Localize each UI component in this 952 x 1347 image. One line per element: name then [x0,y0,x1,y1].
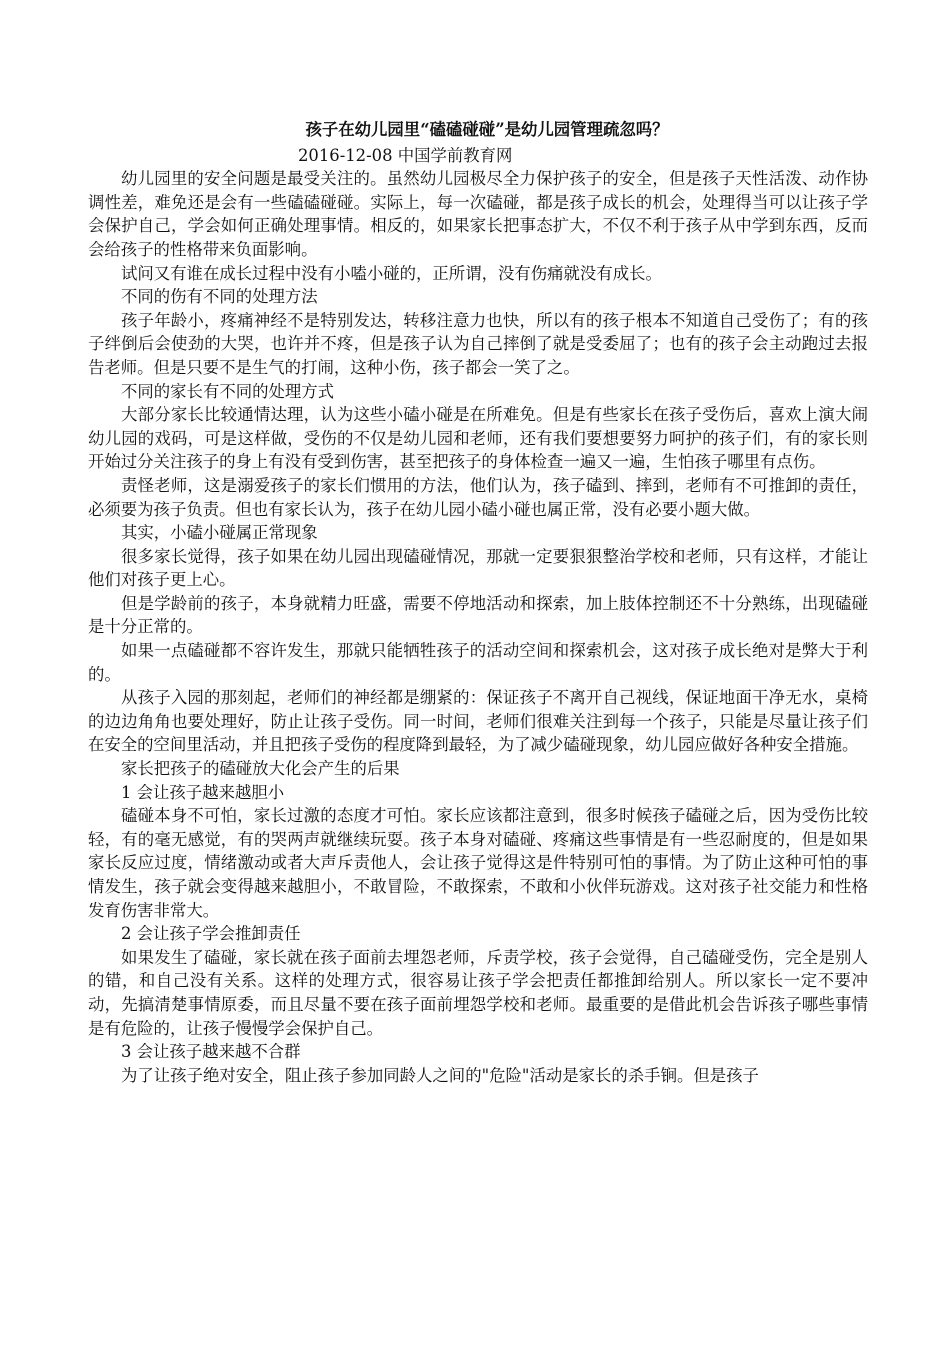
paragraph: 为了让孩子绝对安全，阻止孩子参加同龄人之间的"危险"活动是家长的杀手锏。但是孩子 [121,1065,759,1085]
paragraph: 磕碰本身不可怕，家长过激的态度才可怕。家长应该都注意到，很多时候孩子磕碰之后，因为受伤比较轻，有的毫无感觉，有的哭两声就继续玩耍。孩子本身对磕碰、疼痛这些事情是有一些忍耐度的，但是如果家长反应过度，情绪激动或者大声斥责他人，会让孩子觉得这是件特别可怕的事情。为了防止这种可怕的事情发生，孩子就会变得越来越胆小，不敢冒险，不敢探索，不敢和小伙伴玩游戏。这对孩子社交能力和性格发育伤害非常大。 [88,806,868,920]
section-heading: 不同的家长有不同的处理方式 [121,381,335,401]
document-page [88,118,868,1087]
paragraph: 如果一点磕碰都不容许发生，那就只能牺牲孩子的活动空间和探索机会，这对孩子成长绝对是弊大于利的。 [88,641,868,684]
article-body [88,167,868,1087]
paragraph: 责怪老师，这是溺爱孩子的家长们惯用的方法，他们认为，孩子磕到、摔到，老师有不可推卸的责任，必须要为孩子负责。但也有家长认为，孩子在幼儿园小磕小碰也属正常，没有必要小题大做。 [88,475,868,519]
subheading: 3 会让孩子越来越不合群 [121,1042,301,1062]
subheading: 1 会让孩子越来越胆小 [121,782,285,802]
article-meta: 2016-12-08 中国学前教育网 [298,145,513,165]
paragraph: 从孩子入园的那刻起，老师们的神经都是绷紧的：保证孩子不离开自己视线，保证地面干净无水，桌椅的边边角角也要处理好，防止让孩子受伤。同一时间，老师们很难关注到每一个孩子，只能是尽量让孩子们在安全的空间里活动，并且把孩子受伤的程度降到最轻，为了减少磕碰现象，幼儿园应做好各种安全措施。 [88,688,868,755]
section-heading: 其实，小磕小碰属正常现象 [121,523,318,543]
paragraph: 但是学龄前的孩子，本身就精力旺盛，需要不停地活动和探索，加上肢体控制还不十分熟练，出现磕碰是十分正常的。 [88,593,868,637]
paragraph: 大部分家长比较通情达理，认为这些小磕小碰是在所难免。但是有些家长在孩子受伤后，喜欢上演大闹幼儿园的戏码，可是这样做，受伤的不仅是幼儿园和老师，还有我们要想要努力呵护的孩子们，有的家长则开始过分关注孩子的身上有没有受到伤害，甚至把孩子的身体检查一遍又一遍，生怕孩子哪里有点伤。 [88,405,868,472]
section-heading: 家长把孩子的磕碰放大化会产生的后果 [121,759,400,779]
paragraph: 如果发生了磕碰，家长就在孩子面前去埋怨老师，斥责学校，孩子会觉得，自己磕碰受伤，完全是别人的错，和自己没有关系。这样的处理方式，很容易让孩子学会把责任都推卸给别人。所以家长一定不要冲动，先搞清楚事情原委，而且尽量不要在孩子面前埋怨学校和老师。最重要的是借此机会告诉孩子哪些事情是有危险的，让孩子慢慢学会保护自己。 [88,947,868,1038]
paragraph: 幼儿园里的安全问题是最受关注的。虽然幼儿园极尽全力保护孩子的安全，但是孩子天性活泼、动作协调性差，难免还是会有一些磕磕碰碰。实际上，每一次磕碰，都是孩子成长的机会，处理得当可以让孩子学会保护自己，学会如何正确处理事情。相反的，如果家长把事态扩大，不仅不利于孩子从中学到东西，反而会给孩子的性格带来负面影响。 [88,169,868,259]
paragraph: 试问又有谁在成长过程中没有小嗑小碰的，正所谓，没有伤痛就没有成长。 [121,263,662,283]
paragraph: 很多家长觉得，孩子如果在幼儿园出现磕碰情况，那就一定要狠狠整治学校和老师，只有这样，才能让他们对孩子更上心。 [88,546,868,590]
subheading: 2 会让孩子学会推卸责任 [121,924,301,944]
paragraph: 孩子年龄小，疼痛神经不是特别发达，转移注意力也快，所以有的孩子根本不知道自己受伤了；有的孩子绊倒后会使劲的大哭，也许并不疼，但是孩子认为自己摔倒了就是受委屈了；也有的孩子会主动跑过去报告老师。但是只要不是生气的打闹，这种小伤，孩子都会一笑了之。 [88,310,868,377]
section-heading: 不同的伤有不同的处理方法 [121,287,318,307]
article-title: 孩子在幼儿园里“磕磕碰碰”是幼儿园管理疏忽吗？ [305,120,669,139]
